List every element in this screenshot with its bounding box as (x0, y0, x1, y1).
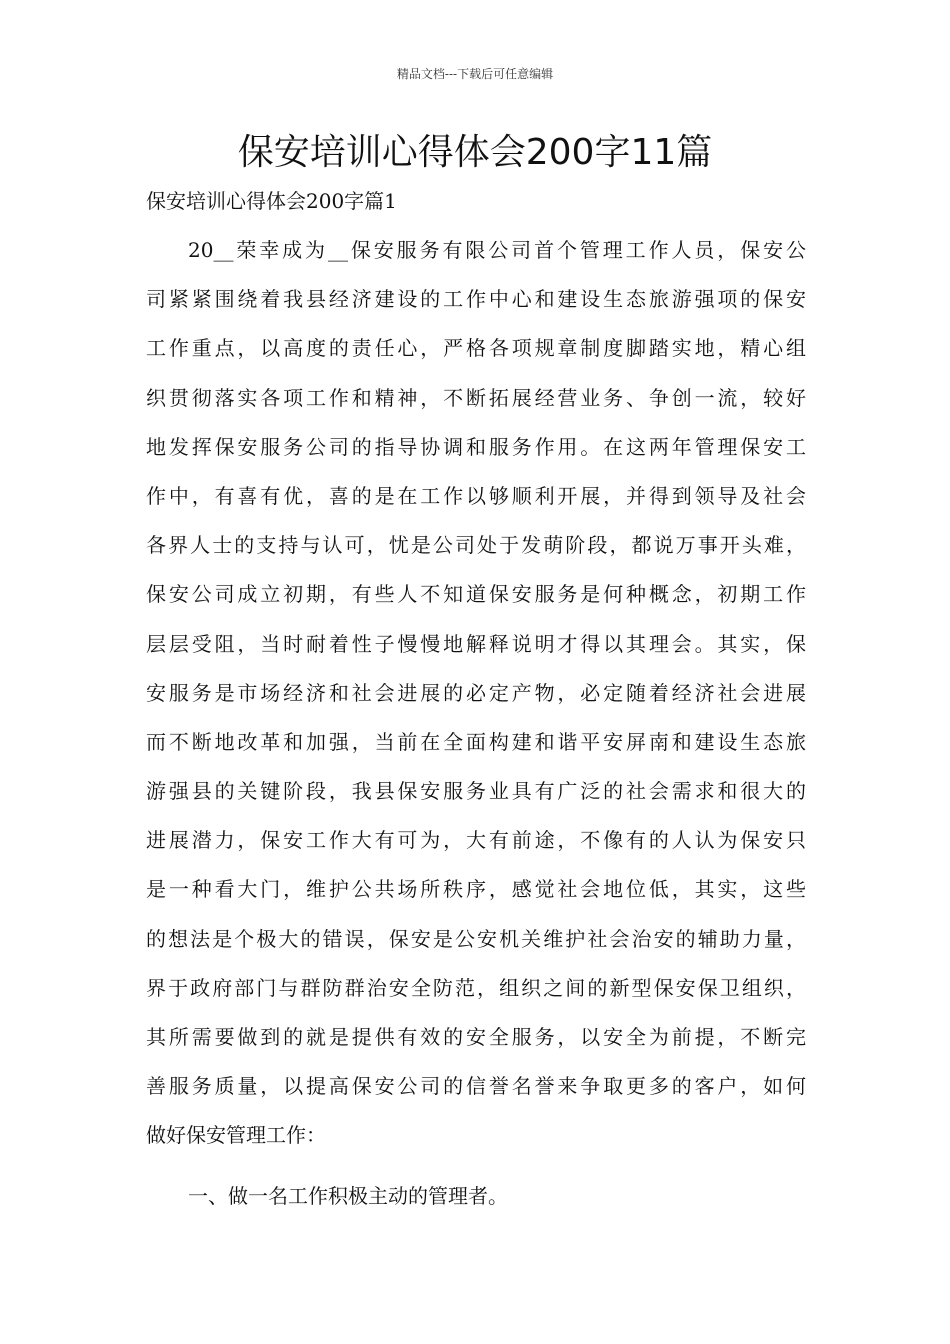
paragraph-line: 司紧紧围绕着我县经济建设的工作中心和建设生态旅游强项的保安 (146, 287, 806, 312)
list-item: 一、做一名工作积极主动的管理者。 (188, 1184, 508, 1208)
paragraph-line: 界于政府部门与群防群治安全防范，组织之间的新型保安保卫组织， (146, 975, 806, 1000)
paragraph-line: 进展潜力，保安工作大有可为，大有前途，不像有的人认为保安只 (146, 828, 806, 853)
paragraph-line: 织贯彻落实各项工作和精神，不断拓展经营业务、争创一流，较好 (146, 385, 806, 410)
paragraph-line: 工作重点，以高度的责任心，严格各项规章制度脚踏实地，精心组 (146, 336, 806, 361)
paragraph-line: 安服务是市场经济和社会进展的必定产物，必定随着经济社会进展 (146, 680, 806, 705)
paragraph-line: 作中，有喜有优，喜的是在工作以够顺利开展，并得到领导及社会 (146, 483, 806, 508)
paragraph-line: 保安公司成立初期，有些人不知道保安服务是何种概念，初期工作 (146, 582, 806, 607)
body-paragraph (146, 226, 806, 1161)
document-title: 保安培训心得体会200字11篇 (237, 132, 713, 173)
paragraph-line: 的想法是个极大的错误，保安是公安机关维护社会治安的辅助力量， (146, 926, 806, 951)
paragraph-line: 做好保安管理工作： (146, 1123, 326, 1148)
paragraph-line: 20__荣幸成为__保安服务有限公司首个管理工作人员，保安公 (188, 238, 806, 262)
paragraph-line: 是一种看大门，维护公共场所秩序，感觉社会地位低，其实，这些 (146, 877, 806, 902)
section-heading: 保安培训心得体会200字篇1 (146, 189, 397, 213)
paragraph-line: 层层受阻，当时耐着性子慢慢地解释说明才得以其理会。其实，保 (146, 631, 806, 656)
paragraph-line: 地发挥保安服务公司的指导协调和服务作用。在这两年管理保安工 (146, 434, 806, 459)
paragraph-line: 其所需要做到的就是提供有效的安全服务，以安全为前提，不断完 (146, 1025, 806, 1049)
paragraph-line: 各界人士的支持与认可，忧是公司处于发萌阶段，都说万事开头难， (146, 533, 806, 558)
paragraph-line: 而不断地改革和加强，当前在全面构建和谐平安屏南和建设生态旅 (146, 729, 806, 754)
paragraph-line: 游强县的关键阶段，我县保安服务业具有广泛的社会需求和很大的 (146, 779, 806, 804)
paragraph-line: 善服务质量，以提高保安公司的信誉名誉来争取更多的客户，如何 (146, 1074, 806, 1099)
header-note: 精品文档---下载后可任意编辑 (396, 67, 554, 81)
